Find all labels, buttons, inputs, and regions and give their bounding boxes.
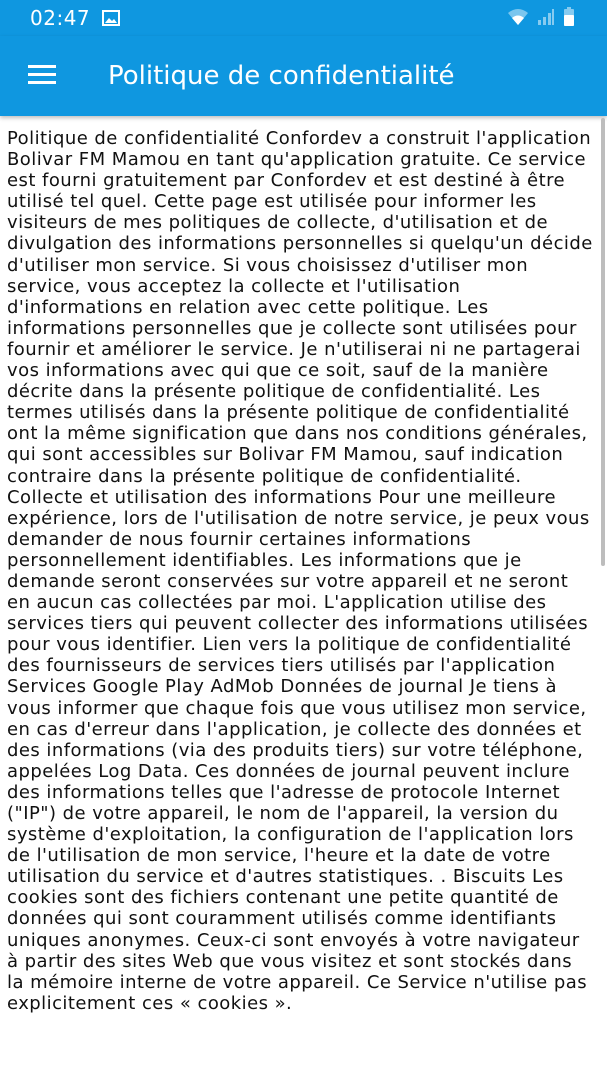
gallery-icon xyxy=(102,9,120,27)
app-bar xyxy=(0,36,607,116)
status-time: 02:47 xyxy=(30,6,91,30)
wifi-icon xyxy=(507,7,529,31)
battery-icon xyxy=(563,7,575,31)
policy-content[interactable] xyxy=(0,116,607,1080)
scrollbar[interactable] xyxy=(601,118,605,566)
status-bar xyxy=(0,0,607,36)
policy-text: Politique de confidentialité Confordev a construit l'application Bolivar FM Mamou en tant qu'application gratuite. Ce service est fourni gratuitement par Confordev et est destiné à être utilisé tel quel. Cette page est utilisée pour informer les visiteurs de mes politiques de collecte, d'utilisation et de divulgation des informations personnelles si quelqu'un décide d'utiliser mon service. Si vous choisissez d'utiliser mon service, vous acceptez la collecte et l'utilisation d'informations en relation avec cette politique. Les informations personnelles que je collecte sont utilisées pour fournir et améliorer le service. Je n'utiliserai ni ne partagerai vos informations avec qui que ce soit, sauf de la manière décrite dans la présente politique de confidentialité. Les termes utilisés dans la présente politique de confidentialité ont la même signification que dans nos conditions générales, qui sont accessibles sur Bolivar FM Mamou, sauf indication contraire dans la présente politique de confidentialité. Collecte et utilisation des informations Pour une meilleure expérience, lors de l'utilisation de notre service, je peux vous demander de nous fournir certaines informations personnellement identifiables. Les informations que je demande seront conservées sur votre appareil et ne seront en aucun cas collectées par moi. L'application utilise des services tiers qui peuvent collecter des informations utilisées pour vous identifier. Lien vers la politique de confidentialité des fournisseurs de services tiers utilisés par l'application Services Google Play AdMob Données de journal Je tiens à vous informer que chaque fois que vous utilisez mon service, en cas d'erreur dans l'application, je collecte des données et des informations (via des produits tiers) sur votre téléphone, appelées Log Data. Ces données de journal peuvent inclure des informations telles que l'adresse de protocole Internet ("IP") de votre appareil, le nom de l'appareil, la version du système d'exploitation, la configuration de l'application lors de l'utilisation de mon service, l'heure et la date de votre utilisation du service et d'autres statistiques. . Biscuits Les cookies sont des fichiers contenant une petite quantité de données qui sont couramment utilisés comme identifiants uniques anonymes. Ceux-ci sont envoyés à votre navigateur à partir des sites Web que vous visitez et sont stockés dans la mémoire interne de votre appareil. Ce Service n'utilise pas explicitement ces « cookies ». xyxy=(7,128,593,1014)
page-title: Politique de confidentialité xyxy=(108,61,455,91)
status-icons xyxy=(507,7,575,31)
menu-button[interactable] xyxy=(22,58,62,94)
hamburger-menu-icon xyxy=(26,62,58,90)
signal-icon xyxy=(537,8,555,30)
